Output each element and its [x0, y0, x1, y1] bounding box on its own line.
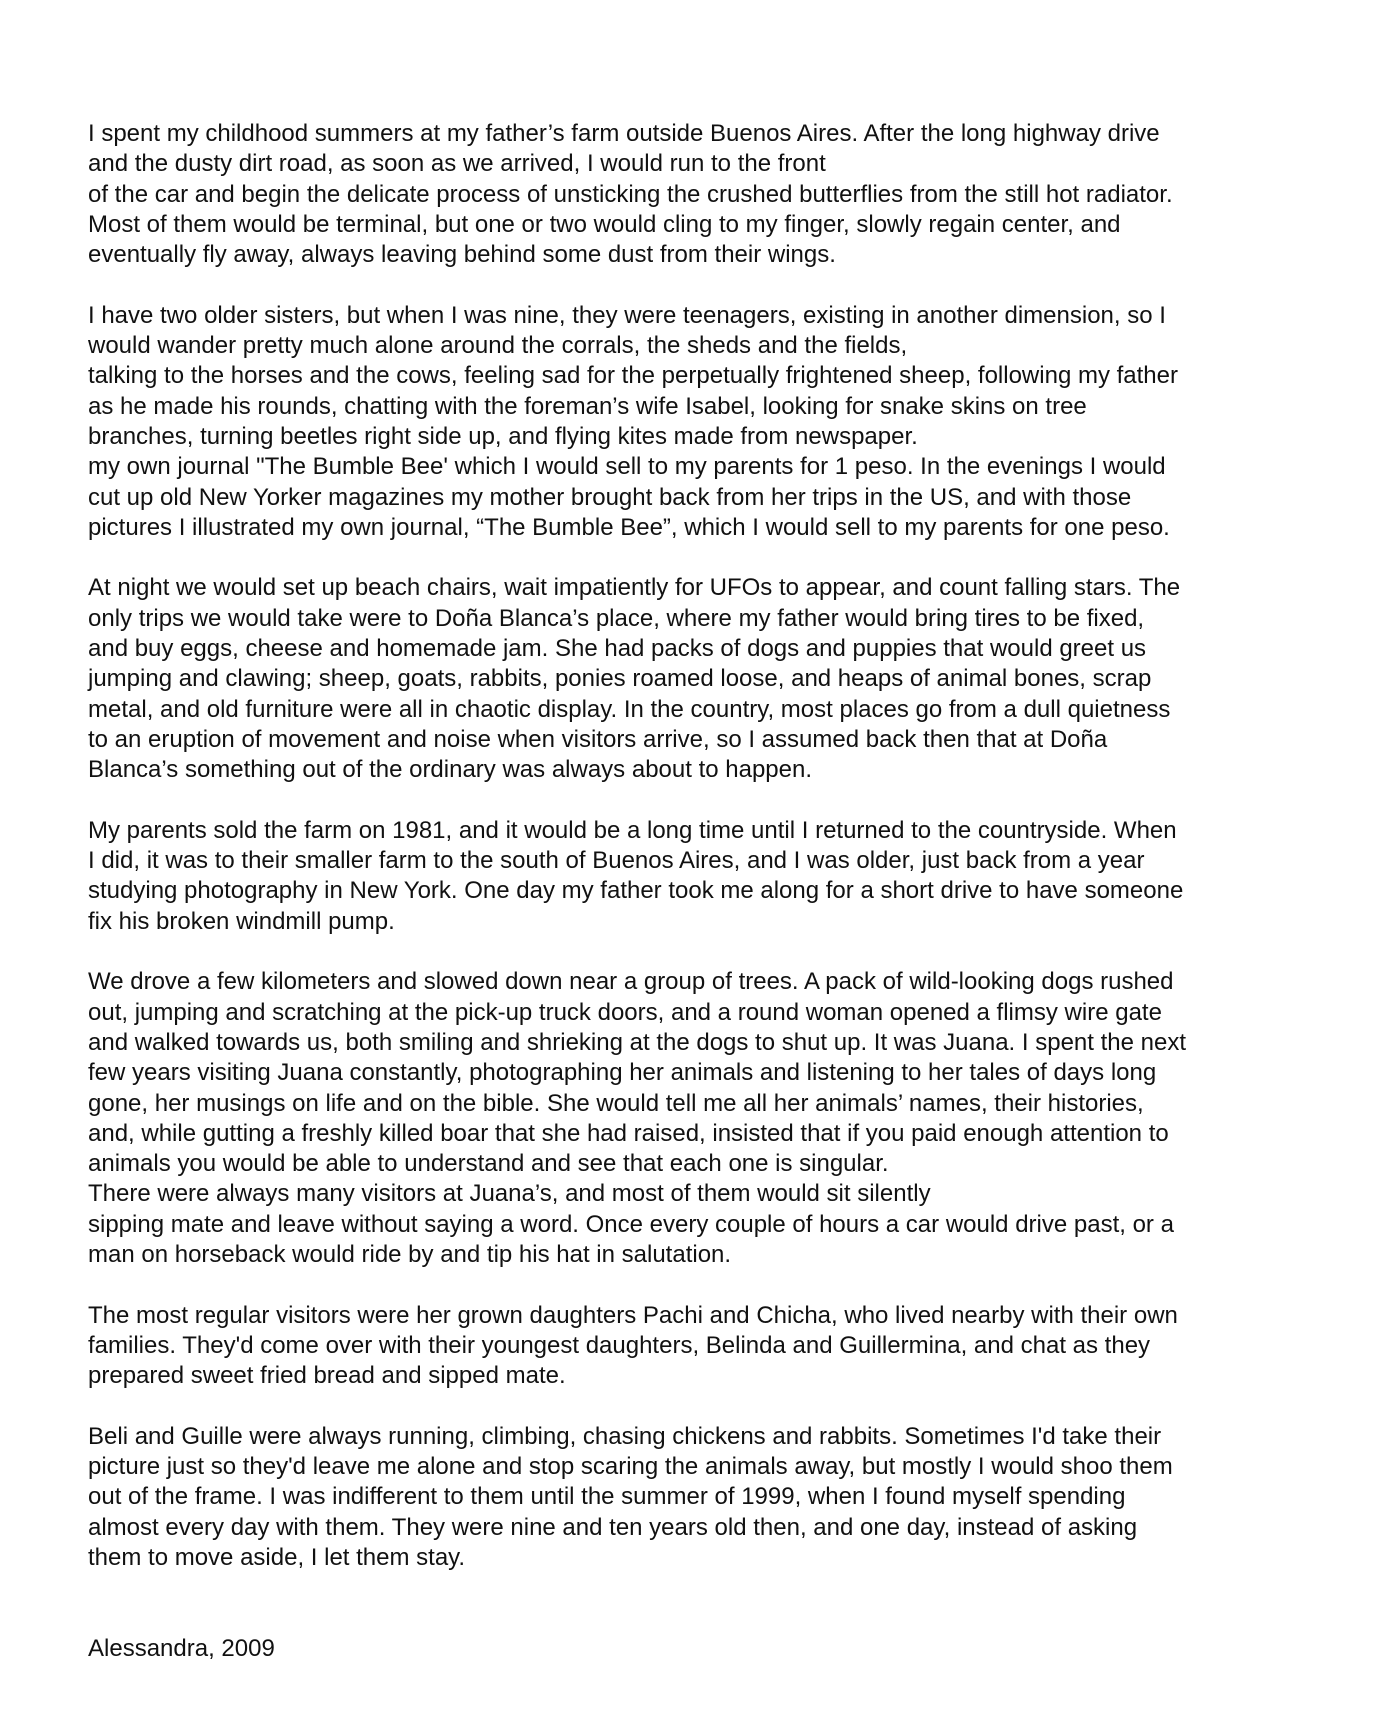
text-line: would wander pretty much alone around the corrals, the sheds and the fields,: [88, 332, 908, 360]
text-line: fix his broken windmill pump.: [88, 907, 395, 935]
text-line: them to move aside, I let them stay.: [88, 1543, 466, 1571]
paragraph: [88, 573, 1318, 785]
text-line: I did, it was to their smaller farm to the south of Buenos Aires, and I was older, just back from a year: [88, 847, 1145, 875]
paragraph: [88, 1301, 1318, 1392]
text-line: as he made his rounds, chatting with the foreman’s wife Isabel, looking for snake skins on tree: [88, 392, 1087, 420]
text-line: to an eruption of movement and noise when visitors arrive, so I assumed back then that at Doña: [88, 725, 1108, 753]
text-line: picture just so they'd leave me alone and stop scaring the animals away, but mostly I would shoo them: [88, 1453, 1173, 1481]
text-line: Beli and Guille were always running, climbing, chasing chickens and rabbits. Sometimes I'd take their: [88, 1422, 1162, 1450]
text-line: I have two older sisters, but when I was nine, they were teenagers, existing in another dimension, so I: [88, 301, 1166, 329]
text-line: families. They'd come over with their youngest daughters, Belinda and Guillermina, and chat as they: [88, 1331, 1151, 1359]
text-line: my own journal "The Bumble Bee' which I would sell to my parents for 1 peso. In the evenings I would: [88, 453, 1166, 481]
text-line: I spent my childhood summers at my father’s farm outside Buenos Aires. After the long highway drive: [88, 120, 1160, 147]
text-line: and walked towards us, both smiling and shrieking at the dogs to shut up. It was Juana. I spent the next: [88, 1028, 1186, 1056]
paragraph: [88, 119, 1318, 270]
text-line: and, while gutting a freshly killed boar that she had raised, insisted that if you paid enough attention to: [88, 1119, 1169, 1147]
text-line: almost every day with them. They were nine and ten years old then, and one day, instead of asking: [88, 1513, 1138, 1541]
text-line: out, jumping and scratching at the pick-up truck doors, and a round woman opened a flimsy wire gate: [88, 998, 1162, 1026]
text-line: only trips we would take were to Doña Blanca’s place, where my father would bring tires to be fixed,: [88, 604, 1145, 632]
text-line: eventually fly away, always leaving behind some dust from their wings.: [88, 241, 836, 269]
text-line: The most regular visitors were her grown daughters Pachi and Chicha, who lived nearby with their own: [88, 1301, 1178, 1329]
text-line: We drove a few kilometers and slowed down near a group of trees. A pack of wild-looking dogs rushed: [88, 968, 1174, 996]
text-line: jumping and clawing; sheep, goats, rabbits, ponies roamed loose, and heaps of animal bones, scrap: [88, 665, 1152, 693]
text-line: pictures I illustrated my own journal, “The Bumble Bee”, which I would sell to my parents for one peso.: [88, 513, 1170, 541]
text-line: few years visiting Juana constantly, photographing her animals and listening to her tales of days long: [88, 1059, 1157, 1087]
document-body: [88, 119, 1318, 1604]
text-line: My parents sold the farm on 1981, and it would be a long time until I returned to the countryside. When: [88, 816, 1177, 844]
text-line: branches, turning beetles right side up, and flying kites made from newspaper.: [88, 422, 918, 450]
text-line: Blanca’s something out of the ordinary was always about to happen.: [88, 756, 813, 784]
paragraph: [88, 816, 1318, 937]
text-line: out of the frame. I was indifferent to them until the summer of 1999, when I found myself spending: [88, 1483, 1126, 1511]
text-line: Most of them would be terminal, but one or two would cling to my finger, slowly regain center, and: [88, 210, 1121, 238]
text-line: man on horseback would ride by and tip his hat in salutation.: [88, 1240, 732, 1268]
text-line: of the car and begin the delicate process of unsticking the crushed butterflies from the still hot radiator.: [88, 180, 1173, 208]
text-line: and the dusty dirt road, as soon as we arrived, I would run to the front: [88, 150, 826, 178]
text-line: gone, her musings on life and on the bible. She would tell me all her animals’ names, their histories,: [88, 1089, 1144, 1117]
text-line: prepared sweet fried bread and sipped mate.: [88, 1362, 566, 1390]
text-line: and buy eggs, cheese and homemade jam. She had packs of dogs and puppies that would greet us: [88, 635, 1147, 663]
paragraph: [88, 301, 1318, 543]
paragraph: [88, 1422, 1318, 1573]
text-line: talking to the horses and the cows, feeling sad for the perpetually frightened sheep, following my father: [88, 362, 1178, 390]
paragraph: [88, 967, 1318, 1270]
text-line: studying photography in New York. One day my father took me along for a short drive to have someone: [88, 877, 1184, 905]
text-line: metal, and old furniture were all in chaotic display. In the country, most places go from a dull quietness: [88, 695, 1171, 723]
text-line: There were always many visitors at Juana’s, and most of them would sit silently: [88, 1180, 931, 1208]
text-line: At night we would set up beach chairs, wait impatiently for UFOs to appear, and count falling stars. The: [88, 574, 1181, 602]
text-line: animals you would be able to understand and see that each one is singular.: [88, 1150, 889, 1178]
text-line: cut up old New Yorker magazines my mother brought back from her trips in the US, and with those: [88, 483, 1132, 511]
text-line: sipping mate and leave without saying a word. Once every couple of hours a car would drive past, or a: [88, 1210, 1174, 1238]
signature: Alessandra, 2009: [88, 1635, 275, 1662]
